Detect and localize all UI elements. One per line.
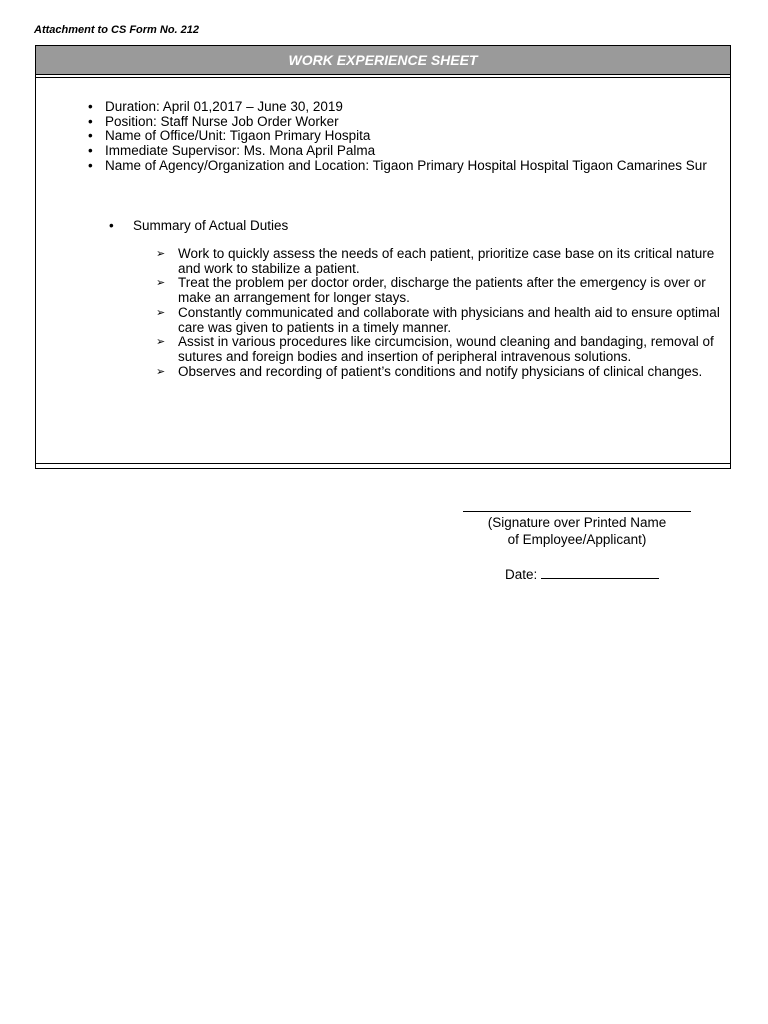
detail-position: • Position: Staff Nurse Job Order Worker [88,115,726,130]
duty-item [156,365,722,380]
duty-text: Treat the problem per doctor order, discharge the patients after the emergency is over or make an arrangement for longer stays. [178,275,706,306]
duty-item [156,276,722,305]
signature-caption-line2: of Employee/Applicant) [507,532,647,547]
duty-item [156,306,722,335]
signature-caption-line1: (Signature over Printed Name [487,515,667,530]
attachment-note: Attachment to CS Form No. 212 [34,24,200,36]
date-label: Date: [505,567,542,582]
duty-text: Observes and recording of patient’s conditions and notify physicians of clinical changes. [178,363,703,379]
summary-heading: • Summary of Actual Duties [109,218,288,233]
work-experience-sheet [35,45,731,469]
signature-block [463,497,691,548]
arrow-bullet-icon: ➢ [156,335,166,349]
sheet-title: WORK EXPERIENCE SHEET [36,46,730,75]
experience-details [88,100,726,174]
duties-list [156,247,722,379]
signature-line[interactable] [463,511,691,512]
duty-text: Work to quickly assess the needs of each patient, prioritize case base on its critical nature and work to stabilize a patient. [178,246,715,276]
date-field [505,565,659,582]
arrow-bullet-icon: ➢ [156,305,166,319]
arrow-bullet-icon: ➢ [156,247,166,260]
detail-duration: • Duration: April 01,2017 – June 30, 2019 [88,100,726,115]
detail-agency-location: • Name of Agency/Organization and Location: Tigaon Primary Hospital Hospital Tigaon Camarines Sur [88,159,726,174]
date-blank[interactable] [541,565,659,579]
duty-text: Constantly communicated and collaborate with physicians and health aid to ensure optimal care was given to patients in a timely manner. [178,304,720,335]
duty-item [156,247,722,276]
detail-supervisor: • Immediate Supervisor: Ms. Mona April Palma [88,144,726,159]
arrow-bullet-icon: ➢ [156,276,166,290]
arrow-bullet-icon: ➢ [156,364,166,378]
detail-office-unit: • Name of Office/Unit: Tigaon Primary Hospita [88,129,726,144]
duty-text: Assist in various procedures like circumcision, wound cleaning and bandaging, removal of sutures and foreign bodies and insertion of peripheral intravenous solutions. [178,334,714,364]
duty-item [156,335,722,364]
sheet-body [36,77,730,464]
